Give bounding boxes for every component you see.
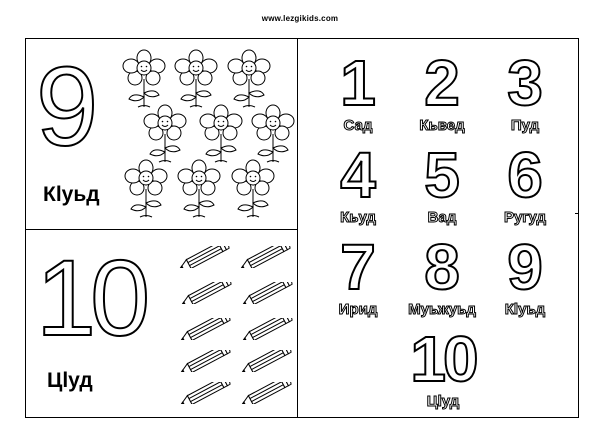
edge-tick <box>575 213 579 214</box>
word-7: Ирид <box>338 301 378 318</box>
pencil-icon <box>172 350 234 372</box>
digit-6: 6 <box>507 139 543 211</box>
flower-icon <box>140 104 190 166</box>
pencil-icon <box>172 318 234 340</box>
number-cell-6 <box>479 139 571 226</box>
pencil-icon <box>234 282 296 304</box>
word-10: Цlуд <box>426 393 460 410</box>
word-8: Муьжуьд <box>408 301 476 318</box>
pencil-icon <box>232 246 294 268</box>
flower-icon <box>196 104 246 166</box>
number-cell-8 <box>396 231 488 318</box>
pencil-icon <box>171 246 233 268</box>
digit-2: 2 <box>424 47 460 119</box>
pencil-icon <box>233 382 295 404</box>
pencil-icon <box>172 382 234 404</box>
flower-icon <box>248 104 298 166</box>
digit-1: 1 <box>340 47 376 119</box>
panel-ten <box>25 229 298 418</box>
number-cell-4 <box>312 139 404 226</box>
pencil-icon <box>234 318 296 340</box>
digit-5: 5 <box>424 139 460 211</box>
flower-icon <box>171 49 221 111</box>
digit-7: 7 <box>340 231 376 303</box>
panel-nine <box>25 38 298 230</box>
number-cell-2 <box>396 47 488 134</box>
word-nine: Кlуьд <box>43 183 100 206</box>
flower-icon <box>121 159 171 221</box>
number-cell-9 <box>479 231 571 318</box>
numbers-panel <box>297 38 579 418</box>
flower-icon <box>224 49 274 111</box>
word-3: Пуд <box>510 117 540 134</box>
pencil-icon <box>173 282 235 304</box>
digit-4: 4 <box>340 139 376 211</box>
number-cell-5 <box>396 139 488 226</box>
flower-icon <box>119 49 169 111</box>
word-5: Вад <box>427 209 457 226</box>
number-cell-3 <box>479 47 571 134</box>
big-number-nine: 9 <box>36 44 99 169</box>
word-4: Кьуд <box>340 209 376 226</box>
word-ten: Цlуд <box>47 369 93 392</box>
word-1: Сад <box>343 117 373 134</box>
word-6: Ругуд <box>503 209 547 226</box>
flower-icon <box>174 159 224 221</box>
flower-icon <box>228 159 278 221</box>
digit-8: 8 <box>424 231 460 303</box>
digit-10: 10 <box>410 323 476 395</box>
number-cell-7 <box>312 231 404 318</box>
digit-3: 3 <box>507 47 543 119</box>
word-9: Кlуьд <box>504 301 546 318</box>
big-number-ten: 10 <box>36 237 145 358</box>
number-cell-1 <box>312 47 404 134</box>
pencil-icon <box>233 350 295 372</box>
digit-9: 9 <box>507 231 543 303</box>
number-cell-10 <box>393 323 493 410</box>
site-url: www.lezgikids.com <box>261 14 339 23</box>
word-2: Кьвед <box>419 117 465 134</box>
